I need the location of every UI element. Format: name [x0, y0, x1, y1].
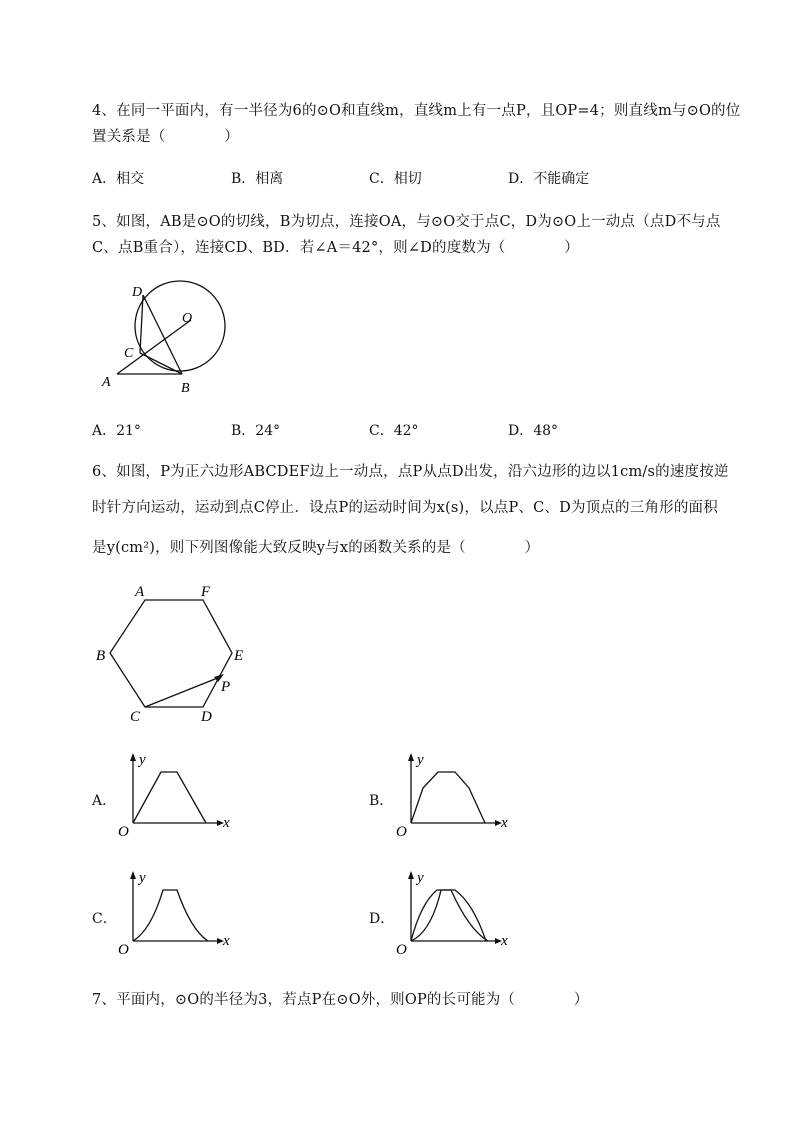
label-d: D [132, 285, 143, 300]
q5-line-2: C、点B重合），连接CD、BD．若∠A＝42°，则∠D的度数为（ ） [92, 240, 579, 256]
svg-text:O: O [396, 824, 407, 840]
hexagon-abcdef [110, 600, 232, 707]
segment-cp [145, 677, 220, 707]
segment-db [143, 295, 182, 374]
q5-option-b: B．24° [231, 423, 281, 439]
graph-c-curve [133, 890, 208, 941]
q6-hexagon-figure [90, 580, 260, 730]
svg-text:y: y [417, 870, 424, 886]
graph-b-curve [411, 772, 485, 823]
q4-option-d: D．不能确定 [508, 171, 590, 187]
segment-cb [140, 353, 182, 374]
graph-a-curve [133, 772, 206, 823]
q4-option-b: B．相离 [231, 171, 284, 187]
q5-option-c: C．42° [369, 423, 419, 439]
label-f: F [201, 584, 211, 600]
q4-line-1: 4、在同一平面内，有一半径为6的⊙O和直线m，直线m上有一点P，且OP=4；则直线m与⊙O的位 [92, 103, 741, 119]
q6-graph-d [391, 868, 516, 958]
q6-option-b-label: B． [369, 793, 394, 809]
q4-line-2: 置关系是（ ） [92, 129, 239, 145]
label-b: B [181, 381, 190, 396]
q7-line-1: 7、平面内，⊙O的半径为3，若点P在⊙O外，则OP的长可能为（ ） [92, 992, 589, 1008]
graph-d-curve-2 [411, 890, 488, 941]
q6-option-c-label: C． [92, 911, 117, 927]
label-a: A [102, 375, 111, 390]
q5-option-d: D．48° [508, 423, 559, 439]
label-c: C [130, 709, 141, 725]
label-p: P [221, 679, 231, 695]
q6-line-2: 时针方向运动，运动到点C停止．设点P的运动时间为x(s)，以点P、C、D为顶点的三角形的面积 [92, 500, 718, 516]
q6-option-d-label: D． [369, 911, 395, 927]
q6-graph-a [113, 750, 238, 840]
svg-text:x: x [223, 815, 230, 831]
svg-text:x: x [501, 815, 508, 831]
q4-option-a: A．相交 [92, 171, 145, 187]
svg-text:x: x [223, 933, 230, 949]
label-b: B [96, 648, 106, 664]
svg-text:y: y [139, 752, 146, 768]
label-a: A [135, 584, 145, 600]
q6-line-3: 是y(cm²)，则下列图像能大致反映y与x的函数关系的是（ ） [92, 540, 540, 556]
q6-option-a-label: A． [92, 793, 117, 809]
label-o: O [182, 311, 193, 326]
q5-option-a: A．21° [92, 423, 141, 439]
svg-text:x: x [501, 933, 508, 949]
q5-line-1: 5、如图，AB是⊙O的切线，B为切点，连接OA，与⊙O交于点C，D为⊙O上一动点（点D不与点 [92, 214, 721, 230]
svg-text:y: y [417, 752, 424, 768]
q6-line-1: 6、如图，P为正六边形ABCDEF边上一动点，点P从点D出发，沿六边形的边以1cm/s的速度按逆 [92, 464, 729, 480]
label-d: D [201, 709, 212, 725]
q6-graph-c [113, 868, 238, 958]
q4-option-c: C．相切 [369, 171, 422, 187]
svg-text:O: O [118, 942, 129, 958]
svg-text:O: O [118, 824, 129, 840]
svg-text:y: y [139, 870, 146, 886]
q5-circle-figure [90, 278, 240, 398]
q6-graph-b [391, 750, 516, 840]
label-e: E [234, 648, 244, 664]
svg-text:O: O [396, 942, 407, 958]
label-c: C [124, 346, 134, 361]
